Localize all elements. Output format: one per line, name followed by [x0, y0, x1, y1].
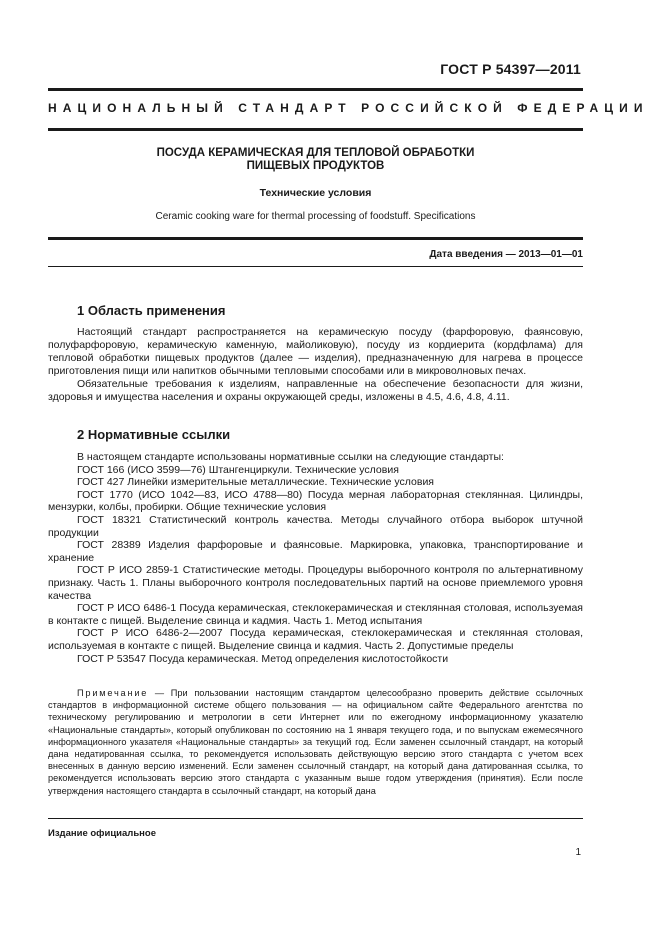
english-title: Ceramic cooking ware for thermal processing of foodstuff. Specifications	[155, 211, 476, 222]
title-line-1: ПОСУДА КЕРАМИЧЕСКАЯ ДЛЯ ТЕПЛОВОЙ ОБРАБОТКИ	[156, 147, 475, 159]
national-standard-banner: НАЦИОНАЛЬНЫЙ СТАНДАРТ РОССИЙСКОЙ ФЕДЕРАЦИИ	[48, 101, 649, 115]
footer-rule	[48, 818, 583, 819]
reference-item: ГОСТ Р ИСО 6486-1 Посуда керамическая, стеклокерамическая и стеклянная столовая, используемая в контакте с пищей. Выделение свинца и кадмия. Часть 1. Метод испытания	[48, 602, 583, 627]
reference-item: ГОСТ Р ИСО 6486-2—2007 Посуда керамическая, стеклокерамическая и стеклянная столовая, используемая в контакте с пищей. Выделение свинца и кадмия. Часть 2. Допустимые пределы	[48, 627, 583, 652]
edition-label: Издание официальное	[48, 828, 156, 839]
document-subtitle: Технические условия	[259, 187, 372, 199]
introduction-date: Дата введения — 2013—01—01	[429, 249, 583, 260]
reference-item: ГОСТ 1770 (ИСО 1042—83, ИСО 4788—80) Посуда мерная лабораторная стеклянная. Цилиндры, мензурки, колбы, пробирки. Общие технические условия	[48, 488, 583, 514]
note-text: — При пользовании настоящим стандартом целесообразно проверить действие ссылочных стандартов в информационной системе общего пользования — на официальном сайте Федерального агентства по техническому регулированию и метрологии в сети Интернет или по ежегодному информационному указателю «Национальные стандарты», который опубликован по состоянию на 1 января текущего года, и по выпускам ежемесячного информационного указателя «Национальные стандарты» за текущий год. Если заменен ссылочный стандарт, на который дана недатированная ссылка, то рекомендуется использовать действующую версию этого стандарта с учетом всех внесенных в данную версию изменений. Если заменен ссылочный стандарт, на который дана датированная ссылка, то рекомендуется использовать версию этого стандарта с указанным выше годом утверждения (принятия). Если после утверждения настоящего стандарта в ссылочный стандарт, на который дана	[48, 688, 583, 796]
note-label: Примечание	[77, 688, 149, 698]
reference-item: ГОСТ 28389 Изделия фарфоровые и фаянсовые. Маркировка, упаковка, транспортирование и хранение	[48, 539, 583, 564]
header-rule	[48, 88, 583, 91]
paragraph: Настоящий стандарт распространяется на керамическую посуду (фарфоровую, фаянсовую, полуфарфоровую, керамическую каменную, майоликовую), посуду из кордиерита (кордфлама) для тепловой обработки пищевых продуктов (далее — изделия), предназначенную для нагрева в процессе приготовления пищи или напитков обычными тепловыми способами или в микроволновых печах.	[48, 326, 583, 377]
reference-item: ГОСТ 427 Линейки измерительные металлические. Технические условия	[77, 476, 434, 489]
section-1-body	[48, 326, 583, 403]
reference-item: ГОСТ 18321 Статистический контроль качества. Методы случайного отбора выборок штучной продукции	[48, 513, 583, 539]
reference-item: ГОСТ 166 (ИСО 3599—76) Штангенциркули. Технические условия	[77, 463, 399, 476]
paragraph: Обязательные требования к изделиям, направленные на обеспечение безопасности для жизни, здоровья и имущества населения и охраны окружающей среды, изложены в 4.5, 4.6, 4.8, 4.11.	[48, 377, 583, 403]
banner-rule	[48, 128, 583, 131]
reference-item: ГОСТ Р ИСО 2859-1 Статистические методы. Процедуры выборочного контроля по альтернативному признаку. Часть 1. Планы выборочного контроля последовательных партий на основе приемлемого уровня качества	[48, 564, 583, 602]
title-line-2: ПИЩЕВЫХ ПРОДУКТОВ	[246, 159, 385, 172]
normative-references	[48, 451, 583, 665]
title-rule	[48, 237, 583, 240]
page-number: 1	[575, 847, 581, 858]
document-title	[48, 147, 583, 172]
section-2-heading: 2 Нормативные ссылки	[77, 427, 231, 442]
note	[48, 687, 583, 797]
document-code: ГОСТ Р 54397—2011	[440, 61, 581, 77]
date-rule	[48, 266, 583, 267]
references-intro: В настоящем стандарте использованы нормативные ссылки на следующие стандарты:	[77, 451, 504, 463]
section-1-heading: 1 Область применения	[77, 303, 226, 318]
reference-item: ГОСТ Р 53547 Посуда керамическая. Метод определения кислотостойкости	[77, 652, 449, 665]
